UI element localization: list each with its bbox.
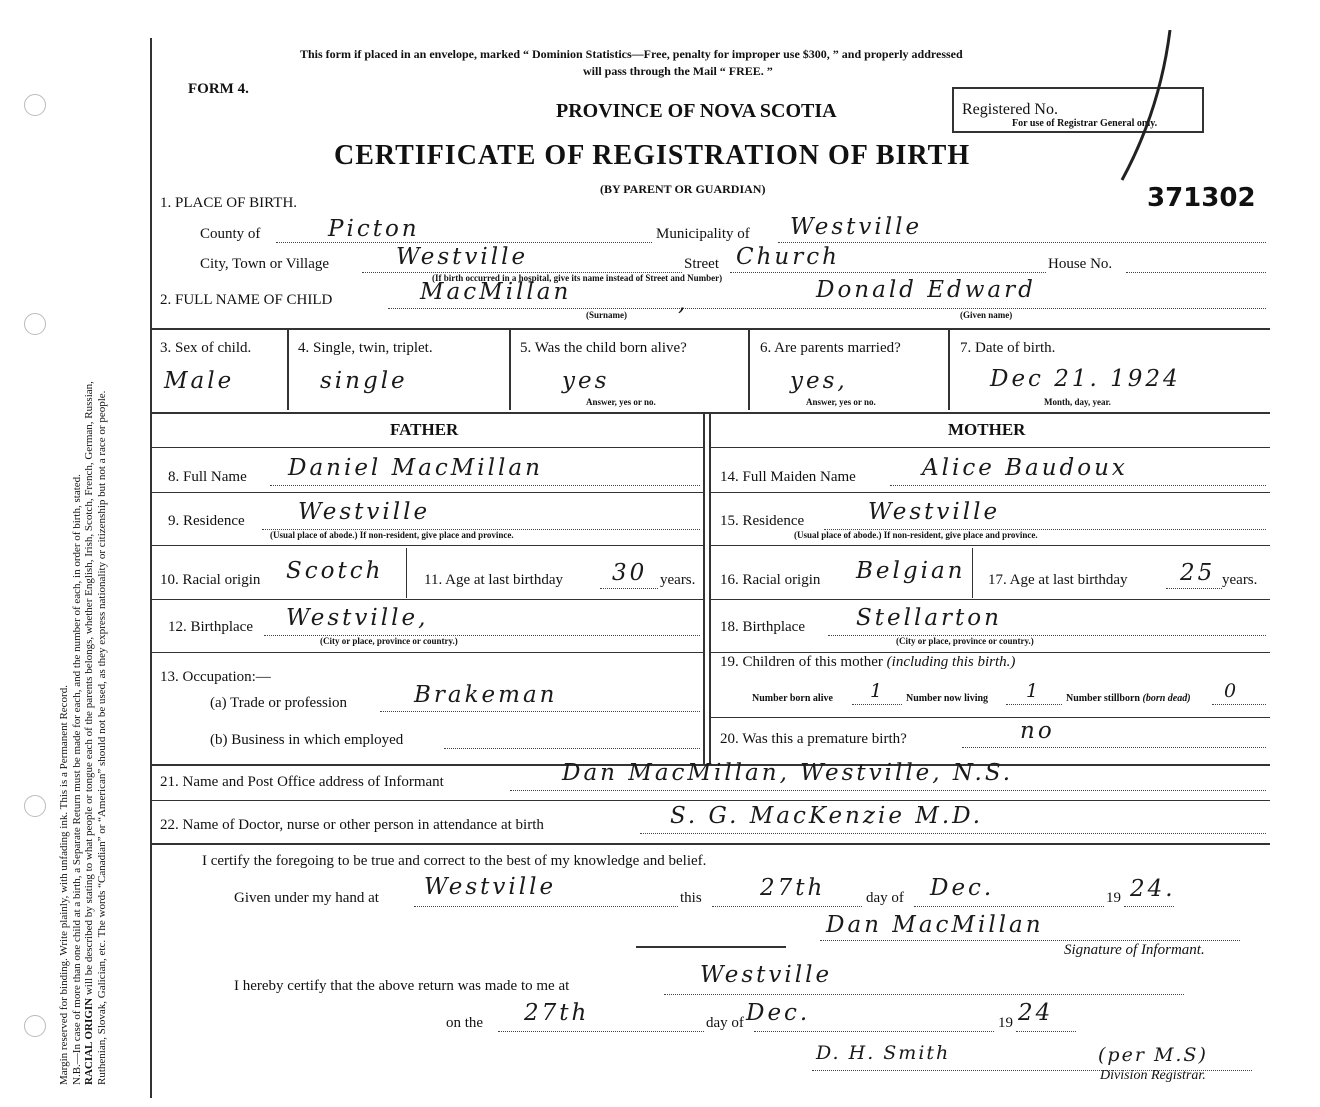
municipality-value: Westville xyxy=(790,214,923,240)
single-value: single xyxy=(320,368,408,394)
registrar-month-line xyxy=(754,1031,994,1032)
house-line xyxy=(1126,272,1266,273)
mother-birthplace-caption: (City or place, province or country.) xyxy=(896,636,1034,646)
row-line-father-5 xyxy=(150,652,703,653)
city-value: Westville xyxy=(396,244,529,270)
mother-age-value: 25 xyxy=(1180,560,1216,586)
month-line xyxy=(914,906,1104,907)
binding-hole xyxy=(24,313,46,335)
margin-line-3 xyxy=(83,55,96,1085)
informant-line xyxy=(510,790,1266,791)
surname-caption: (Surname) xyxy=(586,310,627,320)
alive-label: 5. Was the child born alive? xyxy=(520,340,687,356)
child-name-label: 2. FULL NAME OF CHILD xyxy=(160,292,333,308)
doctor-value: S. G. MacKenzie M.D. xyxy=(670,803,984,829)
registrar-day-value: 27th xyxy=(524,1000,590,1026)
column-divider-left xyxy=(703,414,705,764)
day-value: 27th xyxy=(760,875,826,901)
registrar-day-line xyxy=(498,1031,704,1032)
registration-number: 371302 xyxy=(1147,183,1256,213)
sex-label: 3. Sex of child. xyxy=(160,340,252,356)
father-birthplace-value: Westville, xyxy=(286,605,429,631)
born-alive-value: 1 xyxy=(870,680,885,702)
mother-residence-value: Westville xyxy=(868,499,1001,525)
house-no-label: House No. xyxy=(1048,256,1113,272)
registrar-statement: I hereby certify that the above return was made to me at xyxy=(234,978,570,994)
this-label: this xyxy=(680,890,702,906)
certification-divider xyxy=(636,946,786,948)
doctor-label: 22. Name of Doctor, nurse or other person in attendance at birth xyxy=(160,817,544,833)
child-given-name: Donald Edward xyxy=(816,277,1036,303)
margin-line-4: Ruthenian, Slovak, Galician, etc. The words “Canadian” or “American” should not be used, as they express nationality or citizenship but not a race or people. xyxy=(95,390,108,1085)
registrar-year-prefix: 19 xyxy=(998,1015,1013,1031)
informant-signature: Dan MacMillan xyxy=(826,912,1044,938)
row-line-mother-5 xyxy=(711,652,1270,653)
page-subtitle: (BY PARENT OR GUARDIAN) xyxy=(600,182,766,196)
trade-line xyxy=(380,711,700,712)
divider-1 xyxy=(150,328,1270,330)
envelope-note: This form if placed in an envelope, marked “ Dominion Statistics—Free, penalty for improper use $300, ” and properly addressed xyxy=(300,47,963,61)
dob-label: 7. Date of birth. xyxy=(960,340,1056,356)
row-line-mother-4 xyxy=(711,599,1270,600)
mother-racial-value: Belgian xyxy=(856,558,966,584)
province-heading: PROVINCE OF NOVA SCOTIA xyxy=(556,100,837,122)
trade-value: Brakeman xyxy=(414,682,558,708)
child-comma: , xyxy=(678,290,689,316)
form-left-border xyxy=(150,38,152,1098)
stillborn-line xyxy=(1212,704,1266,705)
divider-v-1 xyxy=(287,330,289,410)
year-line xyxy=(1124,906,1174,907)
given-label: Given under my hand at xyxy=(234,890,379,906)
occupation-label: 13. Occupation:— xyxy=(160,669,271,685)
given-place-value: Westville xyxy=(424,874,557,900)
now-living-value: 1 xyxy=(1026,680,1041,702)
registrar-year-value: 24 xyxy=(1018,1000,1054,1026)
father-name-value: Daniel MacMillan xyxy=(288,455,543,481)
born-alive-label: Number born alive xyxy=(752,693,833,704)
registrar-signature: D. H. Smith xyxy=(816,1042,951,1064)
mother-residence-label: 15. Residence xyxy=(720,513,805,529)
dob-value: Dec 21. 1924 xyxy=(990,366,1181,392)
mother-name-value: Alice Baudoux xyxy=(922,455,1128,481)
divider-4 xyxy=(150,800,1270,801)
page-title: CERTIFICATE OF REGISTRATION OF BIRTH xyxy=(334,140,971,171)
married-caption: Answer, yes or no. xyxy=(806,397,876,407)
county-line xyxy=(276,242,652,243)
divider-v-3 xyxy=(748,330,750,410)
month-value: Dec. xyxy=(930,875,995,901)
given-name-caption: (Given name) xyxy=(960,310,1013,320)
mother-birthplace-line xyxy=(828,635,1266,636)
father-residence-caption: (Usual place of abode.) If non-resident, give place and province. xyxy=(270,530,514,540)
certify-statement: I certify the foregoing to be true and correct to the best of my knowledge and belief. xyxy=(202,853,707,869)
hospital-note: (If birth occurred in a hospital, give its name instead of Street and Number) xyxy=(432,273,723,283)
day-of-label: day of xyxy=(866,890,904,906)
father-years-label: years. xyxy=(660,572,696,588)
margin-line-2: N.B.—In case of more than one child at a birth, a Separate Return must be made for each, and the number of each, in order of birth, stated. xyxy=(70,474,83,1085)
margin-line-3-text: will be described by stating to what people or tongue each of the parents belongs, whether English, Irish, Scotch, French, German, Russian, xyxy=(83,381,95,998)
single-label: 4. Single, twin, triplet. xyxy=(298,340,433,356)
now-living-line xyxy=(1006,704,1062,705)
street-line xyxy=(730,272,1046,273)
divider-v-2 xyxy=(509,330,511,410)
mother-name-line xyxy=(890,485,1266,486)
pen-stroke-mark xyxy=(1110,30,1180,190)
county-label: County of xyxy=(200,226,261,242)
form-number: FORM 4. xyxy=(188,81,249,97)
father-name-label: 8. Full Name xyxy=(168,469,247,485)
binding-hole xyxy=(24,795,46,817)
father-racial-value: Scotch xyxy=(286,558,384,584)
father-age-value: 30 xyxy=(612,560,648,586)
mother-years-label: years. xyxy=(1222,572,1258,588)
row-line-mother-2 xyxy=(711,492,1270,493)
informant-signature-caption: Signature of Informant. xyxy=(1064,942,1205,958)
informant-value: Dan MacMillan, Westville, N.S. xyxy=(562,760,1014,786)
registered-label: Registered No. xyxy=(962,101,1058,118)
city-label: City, Town or Village xyxy=(200,256,330,272)
informant-label: 21. Name and Post Office address of Informant xyxy=(160,774,444,790)
mother-heading: MOTHER xyxy=(948,420,1026,439)
alive-value: yes xyxy=(562,368,610,394)
street-label: Street xyxy=(684,256,719,272)
municipality-label: Municipality of xyxy=(656,226,750,242)
mother-age-line xyxy=(1166,588,1222,589)
column-divider-right xyxy=(709,414,711,764)
row-line-father-4 xyxy=(150,599,703,600)
father-birthplace-caption: (City or place, province or country.) xyxy=(320,636,458,646)
divider-5 xyxy=(150,843,1270,845)
children-label xyxy=(720,654,1015,671)
registrar-year-line xyxy=(1016,1031,1076,1032)
father-residence-value: Westville xyxy=(298,499,431,525)
father-age-line xyxy=(600,588,658,589)
stillborn-label-note: (born dead) xyxy=(1142,693,1191,704)
father-birthplace-label: 12. Birthplace xyxy=(168,619,253,635)
row-line-father-2 xyxy=(150,492,703,493)
father-name-line xyxy=(270,485,700,486)
mother-name-label: 14. Full Maiden Name xyxy=(720,469,856,485)
premature-label: 20. Was this a premature birth? xyxy=(720,731,907,747)
father-heading: FATHER xyxy=(390,420,459,439)
registrar-place-line xyxy=(664,994,1184,995)
mother-racial-divider xyxy=(972,548,973,598)
father-racial-divider xyxy=(406,548,407,598)
registrar-note: For use of Registrar General only. xyxy=(1012,118,1158,129)
registrar-per-note: (per M.S) xyxy=(1098,1044,1208,1066)
premature-line xyxy=(962,747,1266,748)
margin-instructions xyxy=(58,55,108,1085)
registrar-month-value: Dec. xyxy=(746,1000,811,1026)
stillborn-value: 0 xyxy=(1224,680,1239,702)
father-racial-label: 10. Racial origin xyxy=(160,572,261,588)
married-label: 6. Are parents married? xyxy=(760,340,901,356)
mother-birthplace-label: 18. Birthplace xyxy=(720,619,805,635)
year-prefix: 19 xyxy=(1106,890,1121,906)
registrar-place-value: Westville xyxy=(700,962,833,988)
day-line xyxy=(712,906,862,907)
place-of-birth-label: 1. PLACE OF BIRTH. xyxy=(160,195,298,211)
registrar-day-of-label: day of xyxy=(706,1015,744,1031)
racial-origin-heading: RACIAL ORIGIN xyxy=(83,997,95,1085)
given-place-line xyxy=(414,906,678,907)
business-label: (b) Business in which employed xyxy=(210,732,404,748)
father-age-label: 11. Age at last birthday xyxy=(424,572,563,588)
mother-birthplace-value: Stellarton xyxy=(856,605,1002,631)
sex-value: Male xyxy=(164,368,235,394)
on-the-label: on the xyxy=(446,1015,484,1031)
born-alive-line xyxy=(852,704,902,705)
year-value: 24. xyxy=(1130,876,1176,902)
municipality-line xyxy=(778,242,1266,243)
mother-racial-label: 16. Racial origin xyxy=(720,572,821,588)
binding-hole xyxy=(24,94,46,116)
stillborn-label-text: Number stillborn xyxy=(1066,693,1140,704)
divider-v-4 xyxy=(948,330,950,410)
now-living-label: Number now living xyxy=(906,693,989,704)
row-line-mother-6 xyxy=(711,717,1270,718)
street-value: Church xyxy=(736,244,840,270)
margin-line-1: Margin reserved for binding. Write plainly, with unfading ink. This is a Permanent Record. xyxy=(58,685,70,1085)
dob-caption: Month, day, year. xyxy=(1044,397,1111,407)
informant-signature-line xyxy=(820,940,1240,941)
married-value: yes, xyxy=(790,368,848,394)
binding-hole xyxy=(24,1015,46,1037)
stillborn-label xyxy=(1066,693,1191,704)
row-line-father-1 xyxy=(150,447,703,448)
business-line xyxy=(444,748,700,749)
children-label-note: (including this birth.) xyxy=(886,654,1016,670)
row-line-mother-1 xyxy=(711,447,1270,448)
row-line-father-3 xyxy=(150,545,703,546)
row-line-mother-3 xyxy=(711,545,1270,546)
premature-value: no xyxy=(1020,718,1055,744)
father-residence-label: 9. Residence xyxy=(168,513,245,529)
children-label-text: 19. Children of this mother xyxy=(720,654,883,670)
envelope-note-2: will pass through the Mail “ FREE. ” xyxy=(583,64,773,78)
registrar-caption: Division Registrar. xyxy=(1100,1068,1206,1083)
alive-caption: Answer, yes or no. xyxy=(586,397,656,407)
mother-residence-caption: (Usual place of abode.) If non-resident, give place and province. xyxy=(794,530,1038,540)
child-name-line xyxy=(388,308,1266,309)
county-value: Picton xyxy=(328,216,420,242)
mother-age-label: 17. Age at last birthday xyxy=(988,572,1128,588)
child-surname: MacMillan xyxy=(420,279,572,305)
doctor-line xyxy=(640,833,1266,834)
trade-label: (a) Trade or profession xyxy=(210,695,348,711)
